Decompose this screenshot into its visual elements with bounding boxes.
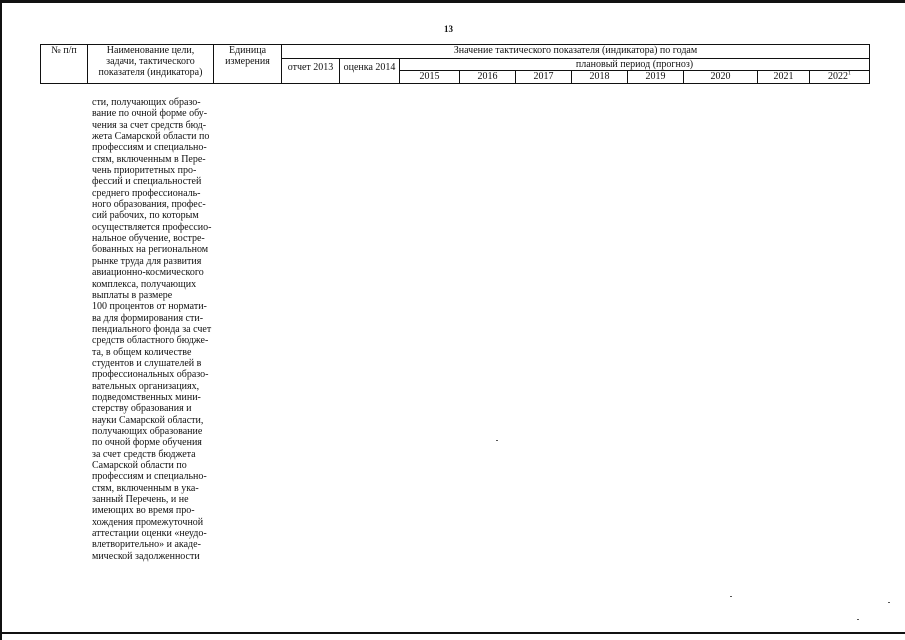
values-by-year-header: Значение тактического показателя (индикатора) по годам: [282, 45, 870, 59]
indicator-description-text: сти, получающих образо- вание по очной форме обу- чения за счет средств бюд- жета Самарской области по профессиям и специально- стям, включенным в Пере- чень приоритетных про- фессий и специальностей среднего профессиональ- ного образования, профес- сий рабочих, по которым осуществляется профессио- нальное обучение, востре- бованных на региональном рынке труда для развития авиационно-космического комплекса, получающих выплаты в размере 100 процентов от нормати- ва для формирования сти- пендиального фонда за счет средств областного бюдже- та, в общем количестве студентов и слушателей в профессиональных образо- вательных организациях, подведомственных мини- стерству образования и науки Самарской области, получающих образование по очной форме обучения за счет средств бюджета Самарской области по профессиям и специально- стям, включенным в ука- занный Перечень, и не имеющих во время про- хождения промежуточной аттестации оценки «неудо- влетворительно» и акаде- мической задолженности: [92, 97, 212, 562]
column-report-2013: отчет 2013: [282, 59, 340, 84]
footnote-marker: 1: [848, 70, 851, 77]
year-2015: 2015: [400, 71, 460, 84]
page-bottom-border: [0, 632, 905, 634]
year-2017: 2017: [516, 71, 572, 84]
year-2021: 2021: [758, 71, 810, 84]
planned-period-header: плановый период (прогноз): [400, 59, 870, 71]
column-number-header: № п/п: [41, 45, 88, 84]
indicator-table-header: [40, 44, 870, 84]
page-top-border: [0, 0, 905, 3]
column-estimate-2014: оценка 2014: [340, 59, 400, 84]
year-2022-label: 2022: [828, 71, 848, 82]
year-2018: 2018: [572, 71, 628, 84]
scan-speck: [730, 596, 732, 597]
page-left-border: [0, 0, 2, 640]
column-name-header: Наименование цели, задачи, тактического показателя (индикатора): [88, 45, 214, 84]
page-number: 13: [444, 24, 453, 34]
year-2020: 2020: [684, 71, 758, 84]
scan-speck: [496, 440, 498, 441]
column-unit-header: Единица измерения: [214, 45, 282, 84]
year-2019: 2019: [628, 71, 684, 84]
scan-speck: [857, 619, 859, 620]
year-2022: [810, 71, 870, 84]
scan-speck: [888, 602, 890, 603]
year-2016: 2016: [460, 71, 516, 84]
